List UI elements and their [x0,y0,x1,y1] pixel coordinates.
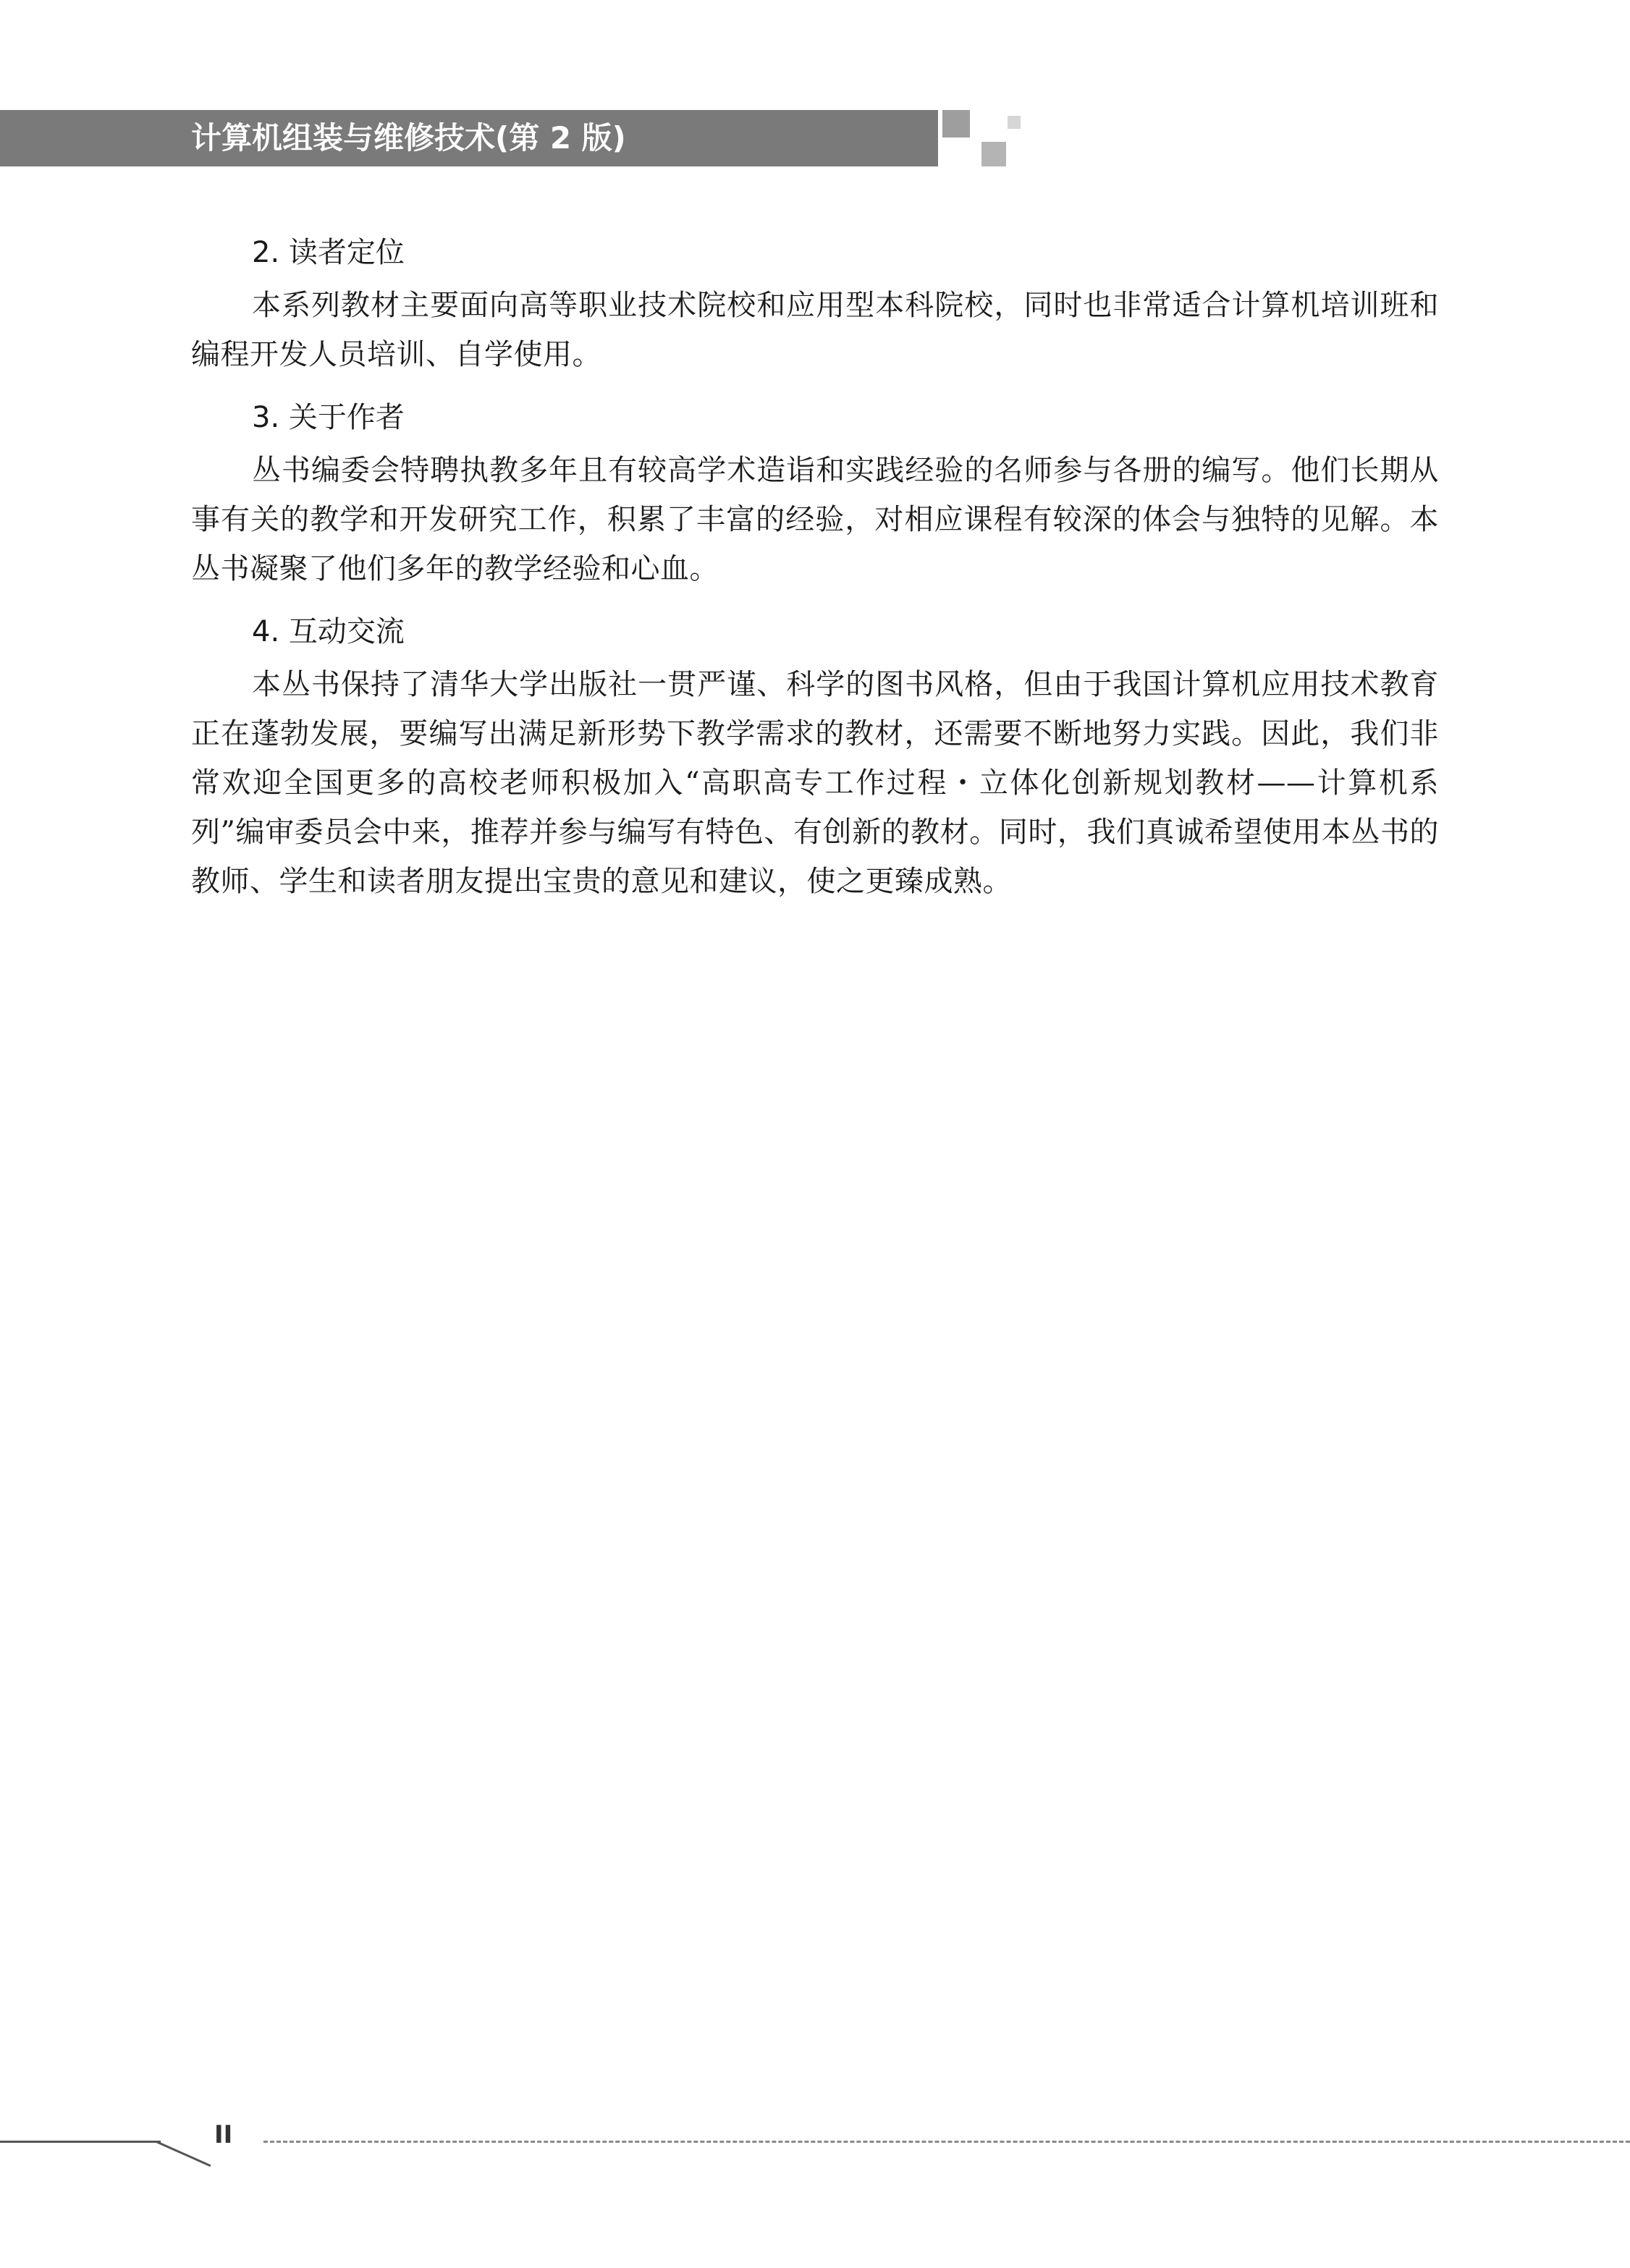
page-number: II [214,2120,233,2149]
section-paragraph: 本丛书保持了清华大学出版社一贯严谨、科学的图书风格，但由于我国计算机应用技术教育正在蓬勃发展，要编写出满足新形势下教学需求的教材，还需要不断地努力实践。因此，我们非常欢迎全国更多的高校老师积极加入“高职高专工作过程・立体化创新规划教材——计算机系列”编审委员会中来，推荐并参与编写有特色、有创新的教材。同时，我们真诚希望使用本丛书的教师、学生和读者朋友提出宝贵的意见和建议，使之更臻成熟。 [191,668,1439,898]
section-heading-interaction: 4. 互动交流 [252,615,405,648]
header-decoration-square [942,110,970,137]
footer-dashed-rule [263,2141,1630,2143]
footer-rule [0,2141,161,2143]
section-heading-reader-positioning: 2. 读者定位 [252,236,405,269]
section-paragraph: 本系列教材主要面向高等职业技术院校和应用型本科院校，同时也非常适合计算机培训班和编程开发人员培训、自学使用。 [191,289,1439,371]
running-header-title: 计算机组装与维修技术(第 2 版) [191,120,626,156]
page-body [191,224,1439,916]
section-paragraph: 丛书编委会特聘执教多年且有较高学术造诣和实践经验的名师参与各册的编写。他们长期从事有关的教学和开发研究工作，积累了丰富的经验，对相应课程有较深的体会与独特的见解。本丛书凝聚了他们多年的教学经验和心血。 [191,454,1439,585]
header-decoration-square [1008,116,1021,129]
footer-rule-slant [156,2141,211,2167]
section-heading-about-authors: 3. 关于作者 [252,401,405,434]
header-decoration-square [981,142,1006,166]
